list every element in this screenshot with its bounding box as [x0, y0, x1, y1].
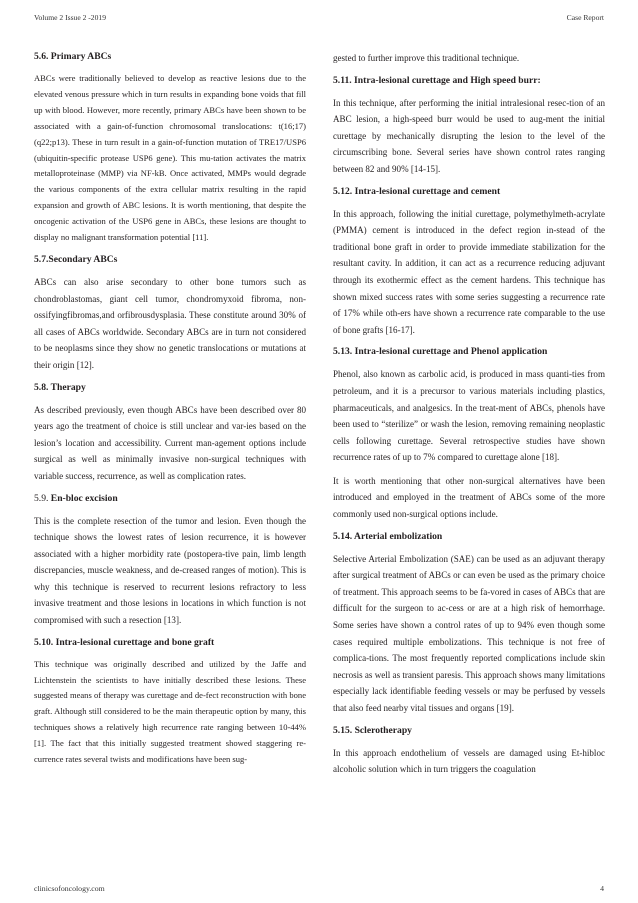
paragraph-en-bloc-excision: This is the complete resection of the tumor and lesion. Even though the technique shows the lowest rates of lesion recurrence, it is however associated with a higher morbidity rate (postopera-tive pain, limb length discrepancies, muscle weakness, and de-creased ranges of motion). This is why this technique is reserved to recurrent lesions refractory to less invasive treatment and those lesions in locations in which function is not compromised with such a resection [13].	[34, 515, 306, 626]
paragraph-non-surgical-alternatives: It is worth mentioning that other non-surgical alternatives have been introduced and employed in the treatment of ABCs some of the more commonly used non-surgical options include.	[333, 475, 605, 520]
paragraph-therapy: As described previously, even though ABCs have been described over 80 years ago the treatment of choice is still unclear and var-ies based on the lesion’s location and accessibility. Current man-agement options include surgical as well as minimally invasive non-surgical techniques with variable success, recurrence, as well as complication rates.	[34, 404, 306, 481]
page-number: 4	[600, 884, 604, 893]
journal-website-footer: clinicsofoncology.com	[34, 884, 105, 893]
paragraph-primary-abcs: ABCs were traditionally believed to develop as reactive lesions due to the elevated venous pressure which in turn results in expanding bone voids that fill up with blood. However, more recently, primary ABCs have been shown to be associated with a gain-of-function chromosomal translocations: t(16;17) (q22;p13). These in turn result in a gain-of-function mutation of TRE17/USP6 (ubiquitin-specific protease USP6 gene). This mu-tation activates the matrix metalloproteinase (MMP) via NF-kB. Once activated, MMPs would degrade the various components of the extra cellular matrix resulting in the rapid expansion and growth of ABC lesions. It is worth mentioning, that despite the oncogenic activation of the USP6 gene in ABCs, these lesions are thought to display no malignant transformation potential [11].	[34, 73, 306, 243]
paragraph-curettage-cement: In this approach, following the initial curettage, polymethylmeth-acrylate (PMMA) cement is introduced in the defect region in-stead of the traditional bone graft in order to provide immediate stabilization for the resultant cavity. In addition, it can act as a recurrence reducing adjuvant through its exothermic effect as the cement hardens. This technique has shown mixed success rates with some series suggesting a recurrence rate of 17% while oth-ers have shown a recurrence rate comparable to the use of bone grafts [16-17].	[333, 208, 605, 335]
paragraph-high-speed-burr: In this technique, after performing the initial intralesional resec-tion of an ABC lesion, a high-speed burr would be used to aug-ment the initial curettage by mechanically disrupting the lesion to the level of the circumscribing bone. Several series have shown control rates ranging between 82 and 90% [14-15].	[333, 97, 605, 174]
heading-therapy: 5.8. Therapy	[34, 381, 86, 393]
heading-curettage-cement: 5.12. Intra-lesional curettage and cement	[333, 185, 501, 197]
heading-sclerotherapy: 5.15. Sclerotherapy	[333, 724, 412, 736]
left-column	[34, 50, 306, 850]
heading-en-bloc-excision	[34, 492, 306, 505]
right-column	[333, 50, 605, 850]
paragraph-continuation: gested to further improve this traditional technique.	[333, 53, 520, 63]
journal-volume-header: Volume 2 Issue 2 -2019	[34, 13, 106, 22]
article-type-header: Case Report	[566, 13, 604, 22]
paragraph-curettage-bone-graft: This technique was originally described and utilized by the Jaffe and Lichtenstein the scientists to have initially described these lesions. These suggested means of therapy was curettage and de-fect reconstruction with bone graft. Although still considered to be the main therapeutic option by many, this techniques shows a relatively high recurrence rate ranging between 10-44% [1]. The fact that this initially suggested treatment showed staggering re-currence rates several twists and modifications have been sug-	[34, 658, 306, 765]
heading-curettage-bone-graft: 5.10. Intra-lesional curettage and bone graft	[34, 636, 215, 648]
paragraph-arterial-embolization: Selective Arterial Embolization (SAE) can be used as an adjuvant therapy after surgical treatment of ABCs or can even be used as the primary choice of treatment. This approach seems to be fa-vored in cases of ABCs that are difficult for the surgeon to ac-cess or are at a high risk of hemorrhage. Some series have shown a control rates of up to 94% even though some cases required multiple embolizations. This technique is not free of complica-tions. The most frequently reported complications include skin necrosis as well as transient paresis. This approach shows many limitations especially lack identifiable feeding vessels or may be perfused by vessels that also feed nearby vital tissues and organs [19].	[333, 553, 605, 713]
heading-secondary-abcs: 5.7.Secondary ABCs	[34, 253, 118, 265]
paragraph-sclerotherapy: In this approach endothelium of vessels are damaged using Et-hibloc alcoholic solution which in turn triggers the coagulation	[333, 747, 605, 775]
heading-arterial-embolization: 5.14. Arterial embolization	[333, 530, 443, 542]
heading-high-speed-burr: 5.11. Intra-lesional curettage and High speed burr:	[333, 74, 541, 86]
heading-en-bloc-text: En-bloc excision	[50, 492, 118, 504]
heading-phenol-application: 5.13. Intra-lesional curettage and Phenol application	[333, 346, 548, 358]
heading-en-bloc-number: 5.9.	[34, 492, 49, 504]
heading-primary-abcs: 5.6. Primary ABCs	[34, 51, 112, 62]
paragraph-phenol-application: Phenol, also known as carbolic acid, is produced in mass quanti-ties from petroleum, and it is a precursor to various materials including plastics, pharmaceuticals, and analgesics. In the treat-ment of ABCs, phenols have been used to “sterilize” or wash the lesion, removing remaining neoplastic cells following curettage. Several retrospective studies have shown recurrence rates of up to 7% compared to curettage alone [18].	[333, 369, 605, 463]
paragraph-secondary-abcs: ABCs can also arise secondary to other bone tumors such as chondroblastomas, giant cell tumor, chondromyxoid fibroma, non-ossifyingfibromas,and orfibrousdysplasia. These constitute around 30% of all cases of ABCs worldwide. Secondary ABCs are in turn not considered to be neoplasms since they show no genetic translocations or mutations at their origin [12].	[34, 276, 306, 370]
